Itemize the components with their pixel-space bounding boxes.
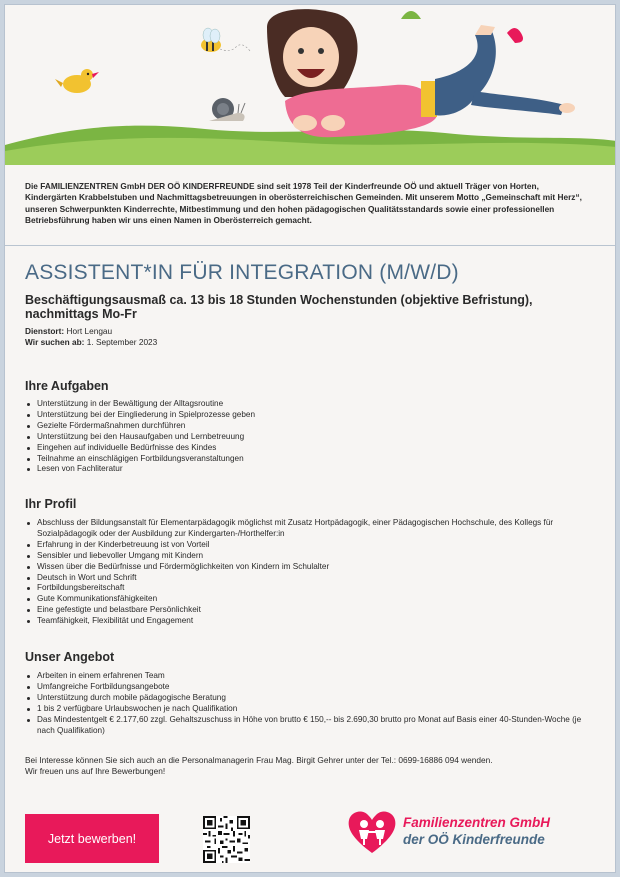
section-divider (5, 245, 616, 246)
girl-illustration (267, 9, 575, 137)
list-item: Arbeiten in einem erfahrenen Team (25, 671, 595, 682)
list-item: Erfahrung in der Kinderbetreuung ist von Vorteil (25, 540, 595, 551)
list-item: Fortbildungsbereitschaft (25, 583, 595, 594)
start-value: 1. September 2023 (86, 337, 158, 347)
list-item: Das Mindestentgelt € 2.177,60 zzgl. Gehaltszuschuss in Höhe von brutto € 150,-- bis 2.690,30 brutto pro Monat auf Basis einer 40-Stunden-Woche (je nach Qualifikation) (25, 715, 595, 737)
logo-text-line1: Familienzentren GmbH (403, 815, 551, 830)
list-item: Gute Kommunikationsfähigkeiten (25, 594, 595, 605)
qr-code[interactable] (203, 816, 250, 863)
start-row (25, 337, 157, 348)
list-item: Deutsch in Wort und Schrift (25, 573, 595, 584)
apply-button[interactable]: Jetzt bewerben! (25, 814, 159, 863)
offer-heading: Unser Angebot (25, 650, 115, 664)
bird-illustration (55, 69, 99, 93)
list-item: 1 bis 2 verfügbare Urlaubswochen je nach Qualifikation (25, 704, 595, 715)
list-item: Unterstützung durch mobile pädagogische Beratung (25, 693, 595, 704)
list-item: Abschluss der Bildungsanstalt für Elementarpädagogik möglichst mit Zusatz Hortpädagogik, einer Pädagogischen Hochschule, des Kollegs für Sozialpädagogik oder der Ausbildung zur Kindergarten-/Horthelfer:in (25, 518, 595, 540)
contact-line: Bei Interesse können Sie sich auch an die Personalmanagerin Frau Mag. Birgit Gehrer unter der Tel.: 0699-16886 094 wenden. (25, 755, 493, 765)
intro-text: Die FAMILIENZENTREN GmbH DER OÖ KINDERFREUNDE sind seit 1978 Teil der Kinderfreunde OÖ und aktuell Träger von Horten, Kindergärten Krabbelstuben und Nachmittagsbetreuungen in oberösterreichischen Gemeinden. Mit unserem Motto „Gemeinschaft mit Herz“, unseren Schwerpunkten Kinderrechte, Mitbestimmung und den hohen pädagogischen Qualitätsstandards sowie einer professionellen Betriebsführung haben wir uns einen Namen in Oberösterreich gemacht. (25, 181, 582, 226)
start-label: Wir suchen ab: (25, 337, 85, 347)
bee-illustration (201, 28, 250, 52)
list-item: Wissen über die Bedürfnisse und Fördermöglichkeiten von Kindern im Schulalter (25, 562, 595, 573)
list-item: Unterstützung bei den Hausaufgaben und Lernbetreuung (25, 432, 585, 443)
location-value: Hort Lengau (66, 326, 113, 336)
job-meta (25, 326, 157, 348)
contact-info (25, 755, 585, 778)
location-row (25, 326, 157, 337)
job-title: ASSISTENT*IN FÜR INTEGRATION (M/W/D) (25, 261, 459, 284)
logo-text-line2: der OÖ Kinderfreunde (403, 832, 545, 847)
list-item: Gezielte Fördermaßnahmen durchführen (25, 421, 585, 432)
list-item: Teilnahme an einschlägigen Fortbildungsveranstaltungen (25, 454, 585, 465)
snail-illustration (209, 98, 245, 121)
list-item: Teamfähigkeit, Flexibilität und Engagement (25, 616, 595, 627)
location-label: Dienstort: (25, 326, 65, 336)
list-item: Unterstützung in der Bewältigung der Alltagsroutine (25, 399, 585, 410)
list-item: Umfangreiche Fortbildungsangebote (25, 682, 595, 693)
heart-children-icon (347, 809, 397, 855)
hero-illustration (5, 5, 616, 165)
closing-line: Wir freuen uns auf Ihre Bewerbungen! (25, 766, 166, 777)
list-item: Unterstützung bei der Eingliederung in Spielprozesse geben (25, 410, 585, 421)
list-item: Lesen von Fachliteratur (25, 464, 585, 475)
profile-heading: Ihr Profil (25, 497, 77, 511)
list-item: Eine gefestigte und belastbare Persönlichkeit (25, 605, 595, 616)
profile-list (25, 518, 595, 627)
tasks-heading: Ihre Aufgaben (25, 379, 109, 393)
job-posting-page (4, 4, 616, 873)
list-item: Eingehen auf individuelle Bedürfnisse des Kindes (25, 443, 585, 454)
brand-logo (347, 809, 597, 859)
offer-list (25, 671, 595, 736)
list-item: Sensibler und liebevoller Umgang mit Kindern (25, 551, 595, 562)
employment-subtitle: Beschäftigungsausmaß ca. 13 bis 18 Stunden Wochenstunden (objektive Befristung), nachmittags Mo-Fr (25, 293, 533, 321)
tasks-list (25, 399, 585, 475)
